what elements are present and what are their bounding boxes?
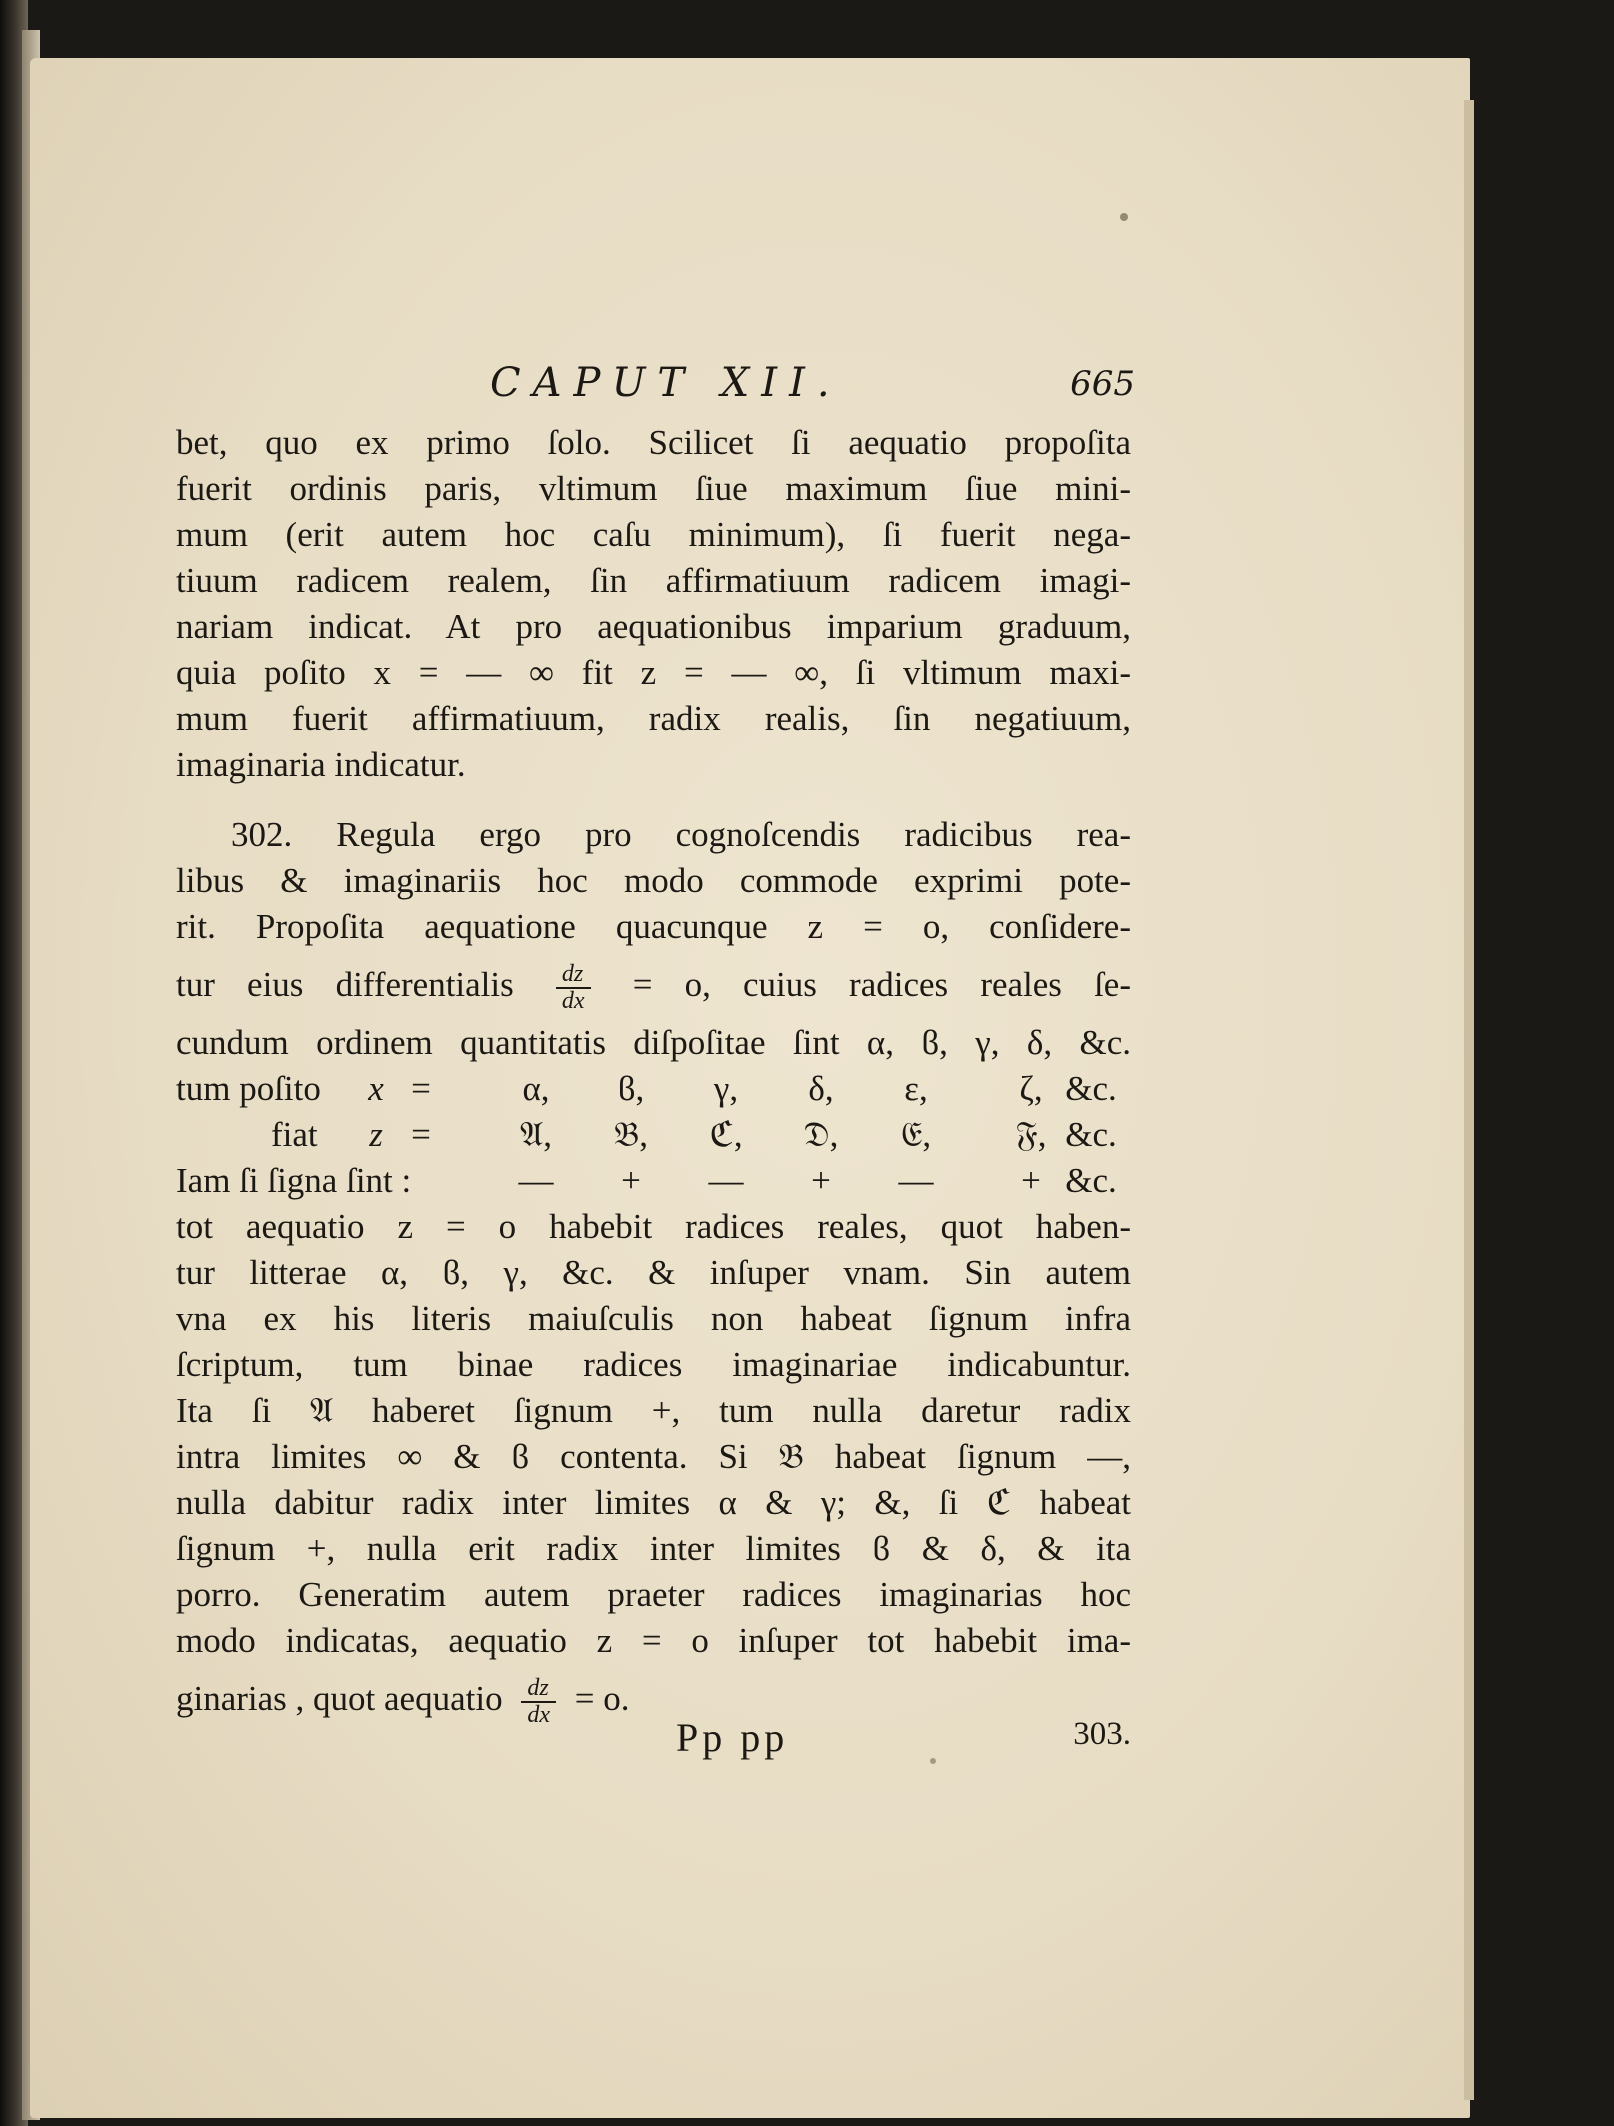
sign-cell: + [811,1161,831,1200]
table-row-x-values [176,1066,1131,1112]
text-line: Ita ſi 𝔄 haberet ſignum +, tum nulla daretur radix [176,1391,1131,1430]
text-line: porro. Generatim autem praeter radices imaginarias hoc [176,1575,1131,1614]
text-line: libus & imaginariis hoc modo commode exprimi pote- [176,861,1131,900]
table-cell: 𝔈, [900,1115,932,1154]
page-number: 665 [1070,364,1135,404]
paragraph-continuation [176,420,1131,788]
text-segment: = o. [574,1679,630,1718]
page-fore-edge [1464,100,1474,2100]
text-line: intra limites ∞ & ϐ contenta. Si 𝔅 habeat ſignum —, [176,1437,1131,1476]
fraction-denominator: dx [561,987,585,1014]
fraction-denominator: dx [527,1701,550,1728]
sign-cell: + [1021,1161,1041,1200]
text-line: nulla dabitur radix inter limites α & γ; &, ſi ℭ habeat [176,1483,1131,1522]
table-cell: ζ, [1019,1069,1043,1108]
text-line: ſcriptum, tum binae radices imaginariae indicabuntur. [176,1345,1131,1384]
book-page [30,58,1470,2118]
catchword: 303. [1073,1716,1131,1752]
chapter-title: CAPUT XII. [490,360,842,406]
table-cell: 𝔅, [613,1115,649,1154]
text-segment: ginarias , quot aequatio [176,1679,503,1718]
table-cell: 𝔄, [520,1115,552,1154]
table-cell: 𝔇, [803,1115,839,1154]
variable: z [369,1115,383,1154]
sign-cell: + [621,1161,641,1200]
text-line: quia poſito x = — ∞ fit z = — ∞, ſi vltimum maxi- [176,653,1131,692]
table-cell: ℭ, [709,1115,743,1154]
row-label: Iam ſi ſigna ſint : [176,1161,412,1200]
equals-sign: = [411,1115,431,1154]
table-row-signs [176,1158,1131,1204]
table-cell: α, [522,1069,550,1108]
text-line: imaginaria indicatur. [176,745,466,784]
sign-cell: — [518,1161,554,1200]
table-etc: &c. [1065,1161,1117,1200]
text-segment: tur eius differentialis [176,965,514,1004]
table-etc: &c. [1065,1115,1117,1154]
table-cell: γ, [713,1069,739,1108]
text-line: tiuum radicem realem, ſin affirmatiuum radicem imagi- [176,561,1131,600]
running-head [175,360,1135,416]
row-label: fiat [271,1115,318,1154]
text-line-with-fraction [176,950,1131,1020]
text-line: bet, quo ex primo ſolo. Scilicet ſi aequatio propoſita [176,423,1131,462]
text-line: tur litterae α, ϐ, γ, &c. & inſuper vnam. Sin autem [176,1253,1131,1292]
table-cell: 𝔉, [1015,1115,1047,1154]
text-line: rit. Propoſita aequatione quacunque z = o, conſidere- [176,907,1131,946]
sign-table [176,1066,1131,1204]
table-cell: ε, [904,1069,928,1108]
page-body [176,420,1131,1734]
sign-cell: — [708,1161,744,1200]
paragraph-302 [176,812,1131,1734]
equals-sign: = [411,1069,431,1108]
fraction-numerator: dz [556,962,591,989]
text-line: tot aequatio z = o habebit radices reales, quot haben- [176,1207,1131,1246]
text-line: mum (erit autem hoc caſu minimum), ſi fuerit nega- [176,515,1131,554]
page-footer [176,1708,1131,1764]
fraction-dz-dx [556,962,591,1014]
text-line: modo indicatas, aequatio z = o inſuper tot habebit ima- [176,1621,1131,1660]
signature-mark: Pp pp [676,1715,789,1760]
text-segment: = o, cuius radices reales ſe- [632,965,1131,1004]
paper-stain [1120,213,1128,221]
text-line: 302. Regula ergo pro cognoſcendis radicibus rea- [231,815,1131,854]
table-cell: ϐ, [617,1069,645,1108]
text-line: ſignum +, nulla erit radix inter limites ϐ & δ, & ita [176,1529,1131,1568]
text-line: vna ex his literis maiuſculis non habeat ſignum infra [176,1299,1131,1338]
sign-cell: — [898,1161,934,1200]
fraction-numerator: dz [521,1676,556,1703]
text-line: cundum ordinem quantitatis diſpoſitae ſint α, ϐ, γ, δ, &c. [176,1023,1131,1062]
row-label: tum poſito [176,1069,321,1108]
table-etc: &c. [1065,1069,1117,1108]
table-row-z-values [176,1112,1131,1158]
text-line: nariam indicat. At pro aequationibus imparium graduum, [176,607,1131,646]
table-cell: δ, [808,1069,834,1108]
text-line: mum fuerit affirmatiuum, radix realis, ſin negatiuum, [176,699,1131,738]
text-line: fuerit ordinis paris, vltimum ſiue maximum ſiue mini- [176,469,1131,508]
variable: x [368,1069,384,1108]
